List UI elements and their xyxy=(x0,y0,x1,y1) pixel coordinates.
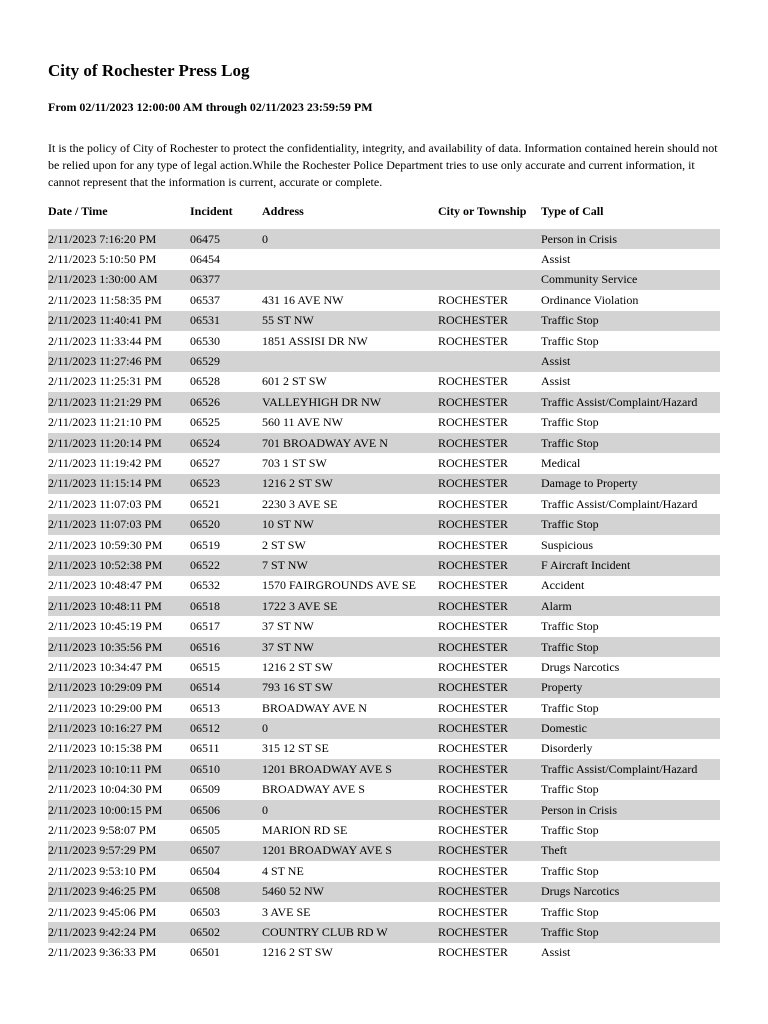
cell-city: ROCHESTER xyxy=(438,374,509,389)
cell-address: 1216 2 ST SW xyxy=(262,945,333,960)
cell-date-time: 2/11/2023 9:42:24 PM xyxy=(48,922,190,942)
cell-date-time: 2/11/2023 10:48:11 PM xyxy=(48,596,190,616)
cell-address: 431 16 AVE NW xyxy=(262,292,344,307)
cell-city: ROCHESTER xyxy=(438,537,509,552)
cell-address: 601 2 ST SW xyxy=(262,374,327,389)
cell-city: ROCHESTER xyxy=(438,904,509,919)
cell-date-time: 2/11/2023 9:46:25 PM xyxy=(48,882,190,902)
table-row xyxy=(48,433,720,453)
cell-type-of-call: Property xyxy=(541,678,720,698)
cell-incident: 06537 xyxy=(190,292,220,307)
cell-date-time: 2/11/2023 10:48:47 PM xyxy=(48,578,163,593)
cell-incident: 06529 xyxy=(190,351,262,371)
cell-date-time: 2/11/2023 10:15:38 PM xyxy=(48,741,163,756)
cell-date-time: 2/11/2023 10:10:11 PM xyxy=(48,759,190,779)
cell-type-of-call: Assist xyxy=(541,252,571,267)
table-row xyxy=(48,311,720,331)
cell-city: ROCHESTER xyxy=(438,922,541,942)
cell-address: 1216 2 ST SW xyxy=(262,659,333,674)
cell-incident: 06523 xyxy=(190,474,262,494)
cell-city: ROCHESTER xyxy=(438,678,541,698)
cell-city: ROCHESTER xyxy=(438,882,541,902)
cell-type-of-call: Traffic Assist/Complaint/Hazard xyxy=(541,496,698,511)
cell-date-time: 2/11/2023 1:30:00 AM xyxy=(48,270,190,290)
cell-incident: 06526 xyxy=(190,392,262,412)
cell-incident: 06518 xyxy=(190,596,262,616)
cell-type-of-call: Traffic Stop xyxy=(541,514,720,534)
table-row xyxy=(48,902,720,922)
table-row xyxy=(48,372,720,392)
cell-address: 1201 BROADWAY AVE S xyxy=(262,841,438,861)
cell-type-of-call: Traffic Stop xyxy=(541,922,720,942)
cell-type-of-call: Traffic Stop xyxy=(541,433,720,453)
cell-date-time: 2/11/2023 10:59:30 PM xyxy=(48,537,163,552)
cell-incident: 06505 xyxy=(190,823,220,838)
table-row xyxy=(48,616,720,636)
cell-address: 0 xyxy=(262,229,438,249)
cell-incident: 06520 xyxy=(190,514,262,534)
table-row xyxy=(48,392,720,412)
cell-address: 7 ST NW xyxy=(262,555,438,575)
cell-type-of-call: Assist xyxy=(541,945,571,960)
table-row xyxy=(48,678,720,698)
cell-incident: 06513 xyxy=(190,700,220,715)
cell-type-of-call: Person in Crisis xyxy=(541,229,720,249)
cell-incident: 06511 xyxy=(190,741,220,756)
cell-type-of-call: Suspicious xyxy=(541,537,594,552)
cell-incident: 06377 xyxy=(190,270,262,290)
column-header-type-of-call: Type of Call xyxy=(541,203,604,218)
cell-address: 4 ST NE xyxy=(262,863,304,878)
table-row xyxy=(48,290,720,310)
cell-incident: 06454 xyxy=(190,252,220,267)
table-row xyxy=(48,657,720,677)
cell-incident: 06475 xyxy=(190,229,262,249)
cell-address: 560 11 AVE NW xyxy=(262,415,343,430)
cell-date-time: 2/11/2023 11:20:14 PM xyxy=(48,433,190,453)
cell-type-of-call: Person in Crisis xyxy=(541,800,720,820)
cell-city: ROCHESTER xyxy=(438,700,509,715)
column-header-city-or-township: City or Township xyxy=(438,203,527,218)
cell-date-time: 2/11/2023 9:45:06 PM xyxy=(48,904,157,919)
table-row xyxy=(48,637,720,657)
cell-city: ROCHESTER xyxy=(438,741,509,756)
column-header-date-time: Date / Time xyxy=(48,203,108,218)
cell-date-time: 2/11/2023 11:07:03 PM xyxy=(48,496,162,511)
cell-address: 0 xyxy=(262,718,438,738)
cell-type-of-call: Alarm xyxy=(541,596,720,616)
cell-type-of-call: F Aircraft Incident xyxy=(541,555,720,575)
cell-city xyxy=(438,249,541,269)
cell-date-time: 2/11/2023 9:36:33 PM xyxy=(48,945,157,960)
cell-date-time: 2/11/2023 10:29:00 PM xyxy=(48,700,163,715)
cell-address: 701 BROADWAY AVE N xyxy=(262,433,438,453)
cell-address: 1201 BROADWAY AVE S xyxy=(262,759,438,779)
cell-date-time: 2/11/2023 11:07:03 PM xyxy=(48,514,190,534)
cell-city: ROCHESTER xyxy=(438,392,541,412)
cell-type-of-call: Traffic Stop xyxy=(541,333,599,348)
cell-date-time: 2/11/2023 11:27:46 PM xyxy=(48,351,190,371)
cell-city: ROCHESTER xyxy=(438,311,541,331)
cell-type-of-call: Medical xyxy=(541,455,581,470)
cell-city: ROCHESTER xyxy=(438,555,541,575)
table-row xyxy=(48,922,720,942)
cell-address xyxy=(262,270,438,290)
cell-address: COUNTRY CLUB RD W xyxy=(262,922,438,942)
cell-date-time: 2/11/2023 10:35:56 PM xyxy=(48,637,190,657)
policy-statement: It is the policy of City of Rochester to protect the confidentiality, integrity, and availability of data. Information contained herein should not be relied upon for any type of legal action.While the Rochester Police Department tries to use only accurate and current information, it cannot represent that the information is current, accurate or complete. xyxy=(48,141,718,189)
cell-incident: 06506 xyxy=(190,800,262,820)
cell-incident: 06514 xyxy=(190,678,262,698)
cell-city: ROCHESTER xyxy=(438,659,509,674)
cell-address: 5460 52 NW xyxy=(262,882,438,902)
cell-type-of-call: Traffic Stop xyxy=(541,637,720,657)
cell-city: ROCHESTER xyxy=(438,782,509,797)
cell-incident: 06508 xyxy=(190,882,262,902)
cell-date-time: 2/11/2023 10:00:15 PM xyxy=(48,800,190,820)
cell-incident: 06512 xyxy=(190,718,262,738)
cell-address xyxy=(262,249,438,269)
cell-incident: 06521 xyxy=(190,496,220,511)
cell-address: 2230 3 AVE SE xyxy=(262,496,338,511)
table-row xyxy=(48,453,720,473)
cell-incident: 06502 xyxy=(190,922,262,942)
table-row xyxy=(48,882,720,902)
cell-date-time: 2/11/2023 10:34:47 PM xyxy=(48,659,163,674)
cell-type-of-call: Traffic Stop xyxy=(541,823,599,838)
cell-date-time: 2/11/2023 11:33:44 PM xyxy=(48,333,162,348)
cell-type-of-call: Traffic Stop xyxy=(541,619,599,634)
cell-city xyxy=(438,351,541,371)
cell-date-time: 2/11/2023 11:19:42 PM xyxy=(48,455,162,470)
cell-type-of-call: Drugs Narcotics xyxy=(541,882,720,902)
cell-incident: 06503 xyxy=(190,904,220,919)
cell-date-time: 2/11/2023 11:25:31 PM xyxy=(48,374,162,389)
table-row xyxy=(48,943,720,963)
cell-date-time: 2/11/2023 11:40:41 PM xyxy=(48,311,190,331)
table-row xyxy=(48,861,720,881)
cell-incident: 06531 xyxy=(190,311,262,331)
cell-city: ROCHESTER xyxy=(438,945,509,960)
cell-address: 2 ST SW xyxy=(262,537,306,552)
cell-city: ROCHESTER xyxy=(438,455,509,470)
cell-city: ROCHESTER xyxy=(438,433,541,453)
cell-type-of-call: Traffic Stop xyxy=(541,782,599,797)
cell-incident: 06525 xyxy=(190,415,220,430)
cell-address: MARION RD SE xyxy=(262,823,348,838)
cell-incident: 06530 xyxy=(190,333,220,348)
cell-date-time: 2/11/2023 11:21:29 PM xyxy=(48,392,190,412)
cell-city: ROCHESTER xyxy=(438,637,541,657)
cell-date-time: 2/11/2023 11:58:35 PM xyxy=(48,292,162,307)
cell-type-of-call: Traffic Assist/Complaint/Hazard xyxy=(541,392,720,412)
cell-date-time: 2/11/2023 10:16:27 PM xyxy=(48,718,190,738)
cell-incident: 06510 xyxy=(190,759,262,779)
cell-city: ROCHESTER xyxy=(438,496,509,511)
cell-incident: 06532 xyxy=(190,578,220,593)
cell-city: ROCHESTER xyxy=(438,333,509,348)
cell-incident: 06516 xyxy=(190,637,262,657)
cell-date-time: 2/11/2023 10:45:19 PM xyxy=(48,619,163,634)
cell-address: BROADWAY AVE S xyxy=(262,782,365,797)
cell-city: ROCHESTER xyxy=(438,759,541,779)
table-header xyxy=(48,193,720,229)
cell-city: ROCHESTER xyxy=(438,619,509,634)
cell-type-of-call: Theft xyxy=(541,841,720,861)
cell-address: 1570 FAIRGROUNDS AVE SE xyxy=(262,578,416,593)
cell-incident: 06507 xyxy=(190,841,262,861)
cell-city: ROCHESTER xyxy=(438,823,509,838)
cell-type-of-call: Accident xyxy=(541,578,585,593)
cell-address xyxy=(262,351,438,371)
table-row xyxy=(48,780,720,800)
table-body xyxy=(48,229,720,963)
cell-date-time: 2/11/2023 10:29:09 PM xyxy=(48,678,190,698)
cell-city: ROCHESTER xyxy=(438,718,541,738)
table-row xyxy=(48,331,720,351)
cell-incident: 06517 xyxy=(190,619,220,634)
table-row xyxy=(48,759,720,779)
cell-type-of-call: Traffic Stop xyxy=(541,700,599,715)
cell-type-of-call: Domestic xyxy=(541,718,720,738)
cell-address: 793 16 ST SW xyxy=(262,678,438,698)
cell-city: ROCHESTER xyxy=(438,800,541,820)
cell-date-time: 2/11/2023 9:53:10 PM xyxy=(48,863,157,878)
table-row xyxy=(48,576,720,596)
cell-type-of-call: Traffic Stop xyxy=(541,415,599,430)
cell-date-time: 2/11/2023 10:52:38 PM xyxy=(48,555,190,575)
cell-type-of-call: Traffic Assist/Complaint/Hazard xyxy=(541,759,720,779)
cell-address: 55 ST NW xyxy=(262,311,438,331)
cell-address: VALLEYHIGH DR NW xyxy=(262,392,438,412)
cell-incident: 06528 xyxy=(190,374,220,389)
column-header-address: Address xyxy=(262,203,304,218)
cell-city xyxy=(438,229,541,249)
cell-type-of-call: Ordinance Violation xyxy=(541,292,639,307)
cell-city: ROCHESTER xyxy=(438,474,541,494)
cell-date-time: 2/11/2023 11:21:10 PM xyxy=(48,415,162,430)
table-row xyxy=(48,494,720,514)
table-row xyxy=(48,535,720,555)
table-row xyxy=(48,351,720,371)
cell-address: 1722 3 AVE SE xyxy=(262,596,438,616)
table-row xyxy=(48,800,720,820)
cell-city: ROCHESTER xyxy=(438,292,509,307)
cell-address: BROADWAY AVE N xyxy=(262,700,367,715)
press-log-table xyxy=(48,193,720,963)
table-row xyxy=(48,474,720,494)
cell-type-of-call: Assist xyxy=(541,374,571,389)
cell-incident: 06509 xyxy=(190,782,220,797)
cell-date-time: 2/11/2023 5:10:50 PM xyxy=(48,252,157,267)
cell-city: ROCHESTER xyxy=(438,596,541,616)
table-row xyxy=(48,514,720,534)
cell-incident: 06501 xyxy=(190,945,220,960)
cell-incident: 06519 xyxy=(190,537,220,552)
cell-type-of-call: Disorderly xyxy=(541,741,593,756)
cell-incident: 06527 xyxy=(190,455,220,470)
cell-city: ROCHESTER xyxy=(438,578,509,593)
cell-type-of-call: Community Service xyxy=(541,270,720,290)
cell-date-time: 2/11/2023 11:15:14 PM xyxy=(48,474,190,494)
header-row xyxy=(48,193,720,229)
table-row xyxy=(48,413,720,433)
cell-incident: 06522 xyxy=(190,555,262,575)
page-title: City of Rochester Press Log xyxy=(48,61,250,80)
table-row xyxy=(48,249,720,269)
cell-address: 3 AVE SE xyxy=(262,904,311,919)
table-row xyxy=(48,841,720,861)
cell-address: 315 12 ST SE xyxy=(262,741,329,756)
cell-type-of-call: Drugs Narcotics xyxy=(541,659,620,674)
table-row xyxy=(48,820,720,840)
cell-address: 10 ST NW xyxy=(262,514,438,534)
table-row xyxy=(48,739,720,759)
cell-city: ROCHESTER xyxy=(438,514,541,534)
column-header-incident: Incident xyxy=(190,203,233,218)
cell-date-time: 2/11/2023 10:04:30 PM xyxy=(48,782,163,797)
cell-type-of-call: Traffic Stop xyxy=(541,311,720,331)
cell-city: ROCHESTER xyxy=(438,863,509,878)
cell-address: 703 1 ST SW xyxy=(262,455,327,470)
cell-type-of-call: Damage to Property xyxy=(541,474,720,494)
table-row xyxy=(48,718,720,738)
cell-date-time: 2/11/2023 9:58:07 PM xyxy=(48,823,157,838)
cell-address: 0 xyxy=(262,800,438,820)
cell-type-of-call: Traffic Stop xyxy=(541,863,599,878)
table-row xyxy=(48,555,720,575)
date-range: From 02/11/2023 12:00:00 AM through 02/11/2023 23:59:59 PM xyxy=(48,100,373,114)
cell-incident: 06524 xyxy=(190,433,262,453)
cell-city: ROCHESTER xyxy=(438,415,509,430)
cell-incident: 06504 xyxy=(190,863,220,878)
cell-city: ROCHESTER xyxy=(438,841,541,861)
cell-date-time: 2/11/2023 7:16:20 PM xyxy=(48,229,190,249)
cell-address: 37 ST NW xyxy=(262,619,314,634)
table-row xyxy=(48,270,720,290)
cell-incident: 06515 xyxy=(190,659,220,674)
cell-city xyxy=(438,270,541,290)
table-row xyxy=(48,229,720,249)
table-row xyxy=(48,596,720,616)
cell-address: 37 ST NW xyxy=(262,637,438,657)
cell-address: 1851 ASSISI DR NW xyxy=(262,333,368,348)
cell-type-of-call: Traffic Stop xyxy=(541,904,599,919)
cell-address: 1216 2 ST SW xyxy=(262,474,438,494)
table-row xyxy=(48,698,720,718)
cell-date-time: 2/11/2023 9:57:29 PM xyxy=(48,841,190,861)
cell-type-of-call: Assist xyxy=(541,351,720,371)
